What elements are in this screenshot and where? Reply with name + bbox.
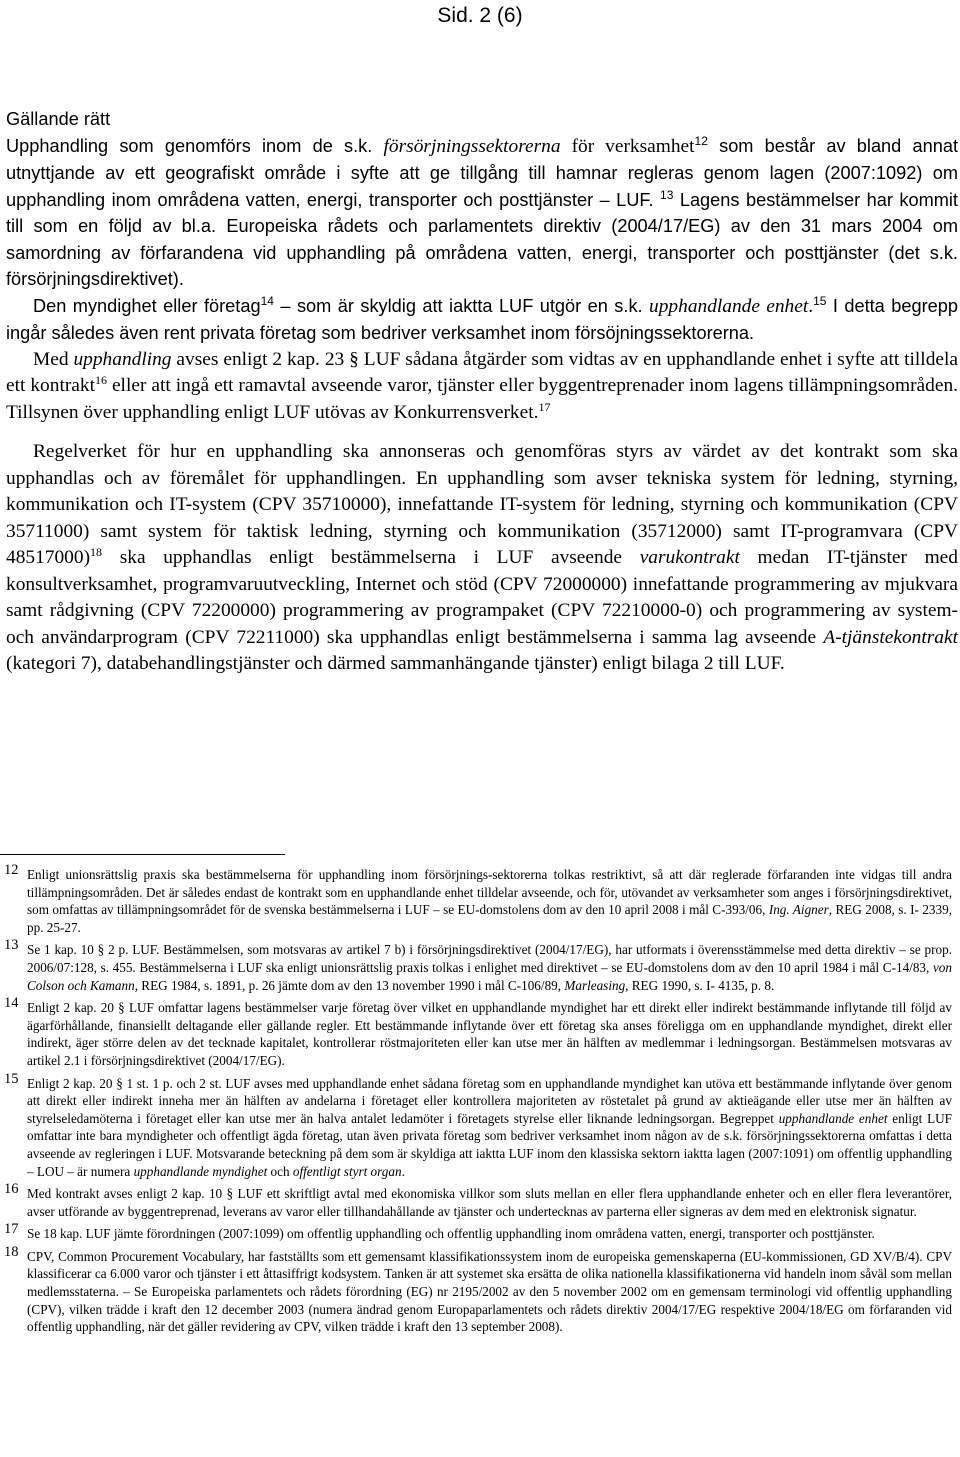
footnote-number: 18 (4, 1243, 19, 1260)
footnote-15: 15 Enligt 2 kap. 20 § 1 st. 1 p. och 2 st. LUF avses med upphandlande enhet sådana företag som en upphandlande myndighet kan utöva ett bestämmande inflytande över genom att direkt eller indirekt inneha mer än hälften av andelarna i företaget eller kontrollera majoriteten av röstetalet på grund av aktieägande eller utse mer än hälften av styrelseledamöterna i företaget eller kan utse mer än halva antalet ledamöter i företagets styrelse eller liknande ledningsorgan. Begreppet upphandlande enhet enligt LUF omfattar inte bara myndigheter och offentligt ägda företag, utan även privata företag som bedriver verksamhet inom någon av de s.k. försörjningssektorerna omfattas i detta avseende av regleringen i LUF. Motsvarande beteckning på dem som är skyldiga att iaktta LUF inom den klassiska sektorn iaktta lagen (2007:1091) om offentlig upphandling – LOU – är numera upphandlande myndighet och offentligt styrt organ. (4, 1070, 952, 1179)
footnote-separator (0, 854, 285, 855)
footnote-17: 17 Se 18 kap. LUF jämte förordningen (2007:1099) om offentlig upphandling och offentlig upphandling inom områdena vatten, energi, transporter och posttjänster. (4, 1221, 875, 1242)
footnote-number: 16 (4, 1181, 19, 1198)
footnote-ref-14[interactable]: 14 (260, 293, 274, 308)
paragraph-upphandling: Med upphandling avses enligt 2 kap. 23 § LUF sådana åtgärder som vidtas av en upphandlande enhet i syfte att tilldela ett kontrakt$^{16}$ eller att ingå ett ramavtal avseende varor, tjänster eller byggentreprenader inom lagens tillämpningsområden. Tillsynen över upphandling enligt LUF utövas av Konkurrensverket.$^{17}$ (6, 348, 958, 423)
footnotes (4, 862, 952, 1341)
footnote-18: 18 CPV, Common Procurement Vocabulary, har fastställts som ett gemensamt klassifikationssystem inom de europeiska gemenskaperna (EU-kommissionen, GD XV/B/4). CPV klassificerar ca 6.000 varor och tjänster i ett åttasiffrigt kodsystem. Tanken är att systemet ska ersätta de olika nationella klassifikationerna vid handeln inom såväl som mellan medlemsstaterna. – Se Europeiska parlamentets och rådets förordning (EG) nr 2195/2002 av den 5 november 2002 om en gemensam terminologi vid offentlig upphandling (CPV), vilken trädde i kraft den 12 december 2003 (numera ändrad genom Europaparlamentets och rådets direktiv 2004/17/EG respektive 2004/18/EG om förfaranden vid offentlig upphandling, när det gäller revidering av CPV, vilken trädde i kraft den 13 september 2008). (4, 1243, 952, 1335)
footnote-ref-12[interactable]: 12 (694, 133, 708, 148)
footnote-12: 12 Enligt unionsrättslig praxis ska bestämmelserna för upphandling inom försörjnings-sektorerna tolkas restriktivt, så att där reglerade förfaranden inte vidgas till andra tillämpningsområden. Det är således endast de kontrakt som en upphandlande enhet tilldelar avseende, och för, utövandet av verksamheter som anges i försörjningsdirektivet, som omfattas av tillämpningsområdet för de svenska bestämmelserna i LUF – se EU-domstolens dom av den 10 april 2008 i mål C-393/06, Ing. Aigner, REG 2008, s. I- 2339, pp. 25-27. (4, 862, 952, 935)
footnote-ref-13[interactable]: 13 (660, 187, 674, 202)
footnote-number: 12 (4, 862, 19, 878)
paragraph-regelverket: Regelverket för hur en upphandling ska annonseras och genomföras styrs av värdet av det kontrakt som ska upphandlas och av föremålet för upphandlingen. En upphandling som avser tekniska system för ledning, styrning, kommunikation och IT-system (CPV 35710000), innefattande IT-system för ledning, styrning och kommunikation (CPV 35711000) samt system för taktisk ledning, styrning och kommunikation (35712000) samt IT-programvara (CPV 48517000)$^{18}$ ska upphandlas enligt bestämmelserna i LUF avseende varukontrakt medan IT-tjänster med konsultverksamhet, programvaruutveckling, Internet och stöd (CPV 72000000) innefattande programmering av mjukvara samt rådgivning (CPV 72200000) programmering av programpaket (CPV 72210000-0) och programmering av system- och användarprogram (CPV 72211000) ska upphandlas enligt bestämmelserna i samma lag avseende A-tjänstekontrakt (kategori 7), databehandlingstjänster och därmed sammanhängande tjänster) enligt bilaga 2 till LUF. (6, 441, 958, 674)
term-a-tjanstekontrakt: A-tjänstekontrakt (823, 626, 958, 648)
term-upphandling: upphandling (73, 348, 172, 370)
term-varukontrakt: varukontrakt (639, 547, 740, 568)
footnote-number: 17 (4, 1221, 19, 1238)
section-heading: Gällande rätt (6, 109, 111, 129)
paragraph-intro: Upphandling som genomförs inom de s.k. försörjningssektorerna för verksamhet$^{12}$ som består av bland annat utnyttjande av ett geografiskt område i syfte att ge tillgång till hamnar regleras genom lagen (2007:1092) om upphandling inom områdena vatten, energi, transporter och posttjänster – LUF. $^{13}$ Lagens bestämmelser har kommit till som en följd av bl.a. Europeiska rådets och parlamentets direktiv (2004/17/EG) av den 31 mars 2004 om samordning av förfarandena vid upphandling på områdena vatten, energi, transporter och posttjänster (det s.k. försörjningsdirektivet). (6, 133, 958, 289)
term-forsorjningssektorerna: försörjningssektorerna (383, 135, 561, 157)
page-number: Sid. 2 (6) (437, 4, 523, 27)
footnote-14: 14 Enligt 2 kap. 20 § LUF omfattar lagens bestämmelser varje företag över vilket en upphandlande myndighet har ett direkt eller indirekt bestämmande inflytande till följd av ägarförhållande, finansiellt deltagande eller gällande regler. Ett bestämmande inflytande över ett företag ska anses föreligga om en upphandlande myndighet, direkt eller indirekt, äger större delen av det tecknade kapitalet, kontrollerar röstmajoriteten eller kan utse mer än hälften av medlemmar i ledningsorgan. Bestämmelsen motsvaras av artikel 2.1 i försörjningsdirektivet (2004/17/EG). (4, 995, 952, 1068)
footnote-number: 13 (4, 937, 19, 954)
footnote-ref-15[interactable]: 15 (813, 293, 827, 308)
footnote-ref-16[interactable]: 16 (94, 373, 107, 387)
footnote-ref-18[interactable]: 18 (90, 545, 103, 559)
footnote-ref-17[interactable]: 17 (538, 399, 551, 414)
term-upphandlande-enhet: upphandlande enhet (649, 295, 809, 317)
footnote-number: 14 (4, 995, 19, 1012)
main-text (6, 106, 958, 678)
subheading: Upphandling som genomförs inom de s.k. (6, 135, 373, 156)
footnote-number: 15 (4, 1070, 19, 1087)
paragraph-upphandlande-enhet: Den myndighet eller företag$^{14}$ – som är skyldig att iaktta LUF utgör en s.k. upphandlande enhet.$^{15}$ I detta begrepp ingår således även rent privata företag som bedriver verksamhet inom försöjningssektorerna. (6, 293, 958, 343)
footnote-13: 13 Se 1 kap. 10 § 2 p. LUF. Bestämmelsen, som motsvaras av artikel 7 b) i försörjningsdirektivet (2004/17/EG), har utformats i överensstämmelse med detta direktiv – se prop. 2006/07:128, s. 455. Bestämmelserna i LUF ska enligt unionsrättslig praxis tolkas i enlighet med direktivet – se EU-domstolens dom av den 10 april 1984 i mål C-14/83, von Colson och Kamann, REG 1984, s. 1891, p. 26 jämte dom av den 13 november 1990 i mål C-106/89, Marleasing, REG 1990, s. I- 4135, p. 8. (4, 937, 952, 993)
footnote-16: 16 Med kontrakt avses enligt 2 kap. 10 § LUF ett skriftligt avtal med ekonomiska villkor som sluts mellan en eller flera upphandlande enheter och en eller flera leverantörer, avser utförande av byggentreprenad, leverans av varor eller tillhandahållande av tjänster och undertecknas av parterna eller signeras av dem med en elektronisk signatur. (4, 1181, 952, 1219)
